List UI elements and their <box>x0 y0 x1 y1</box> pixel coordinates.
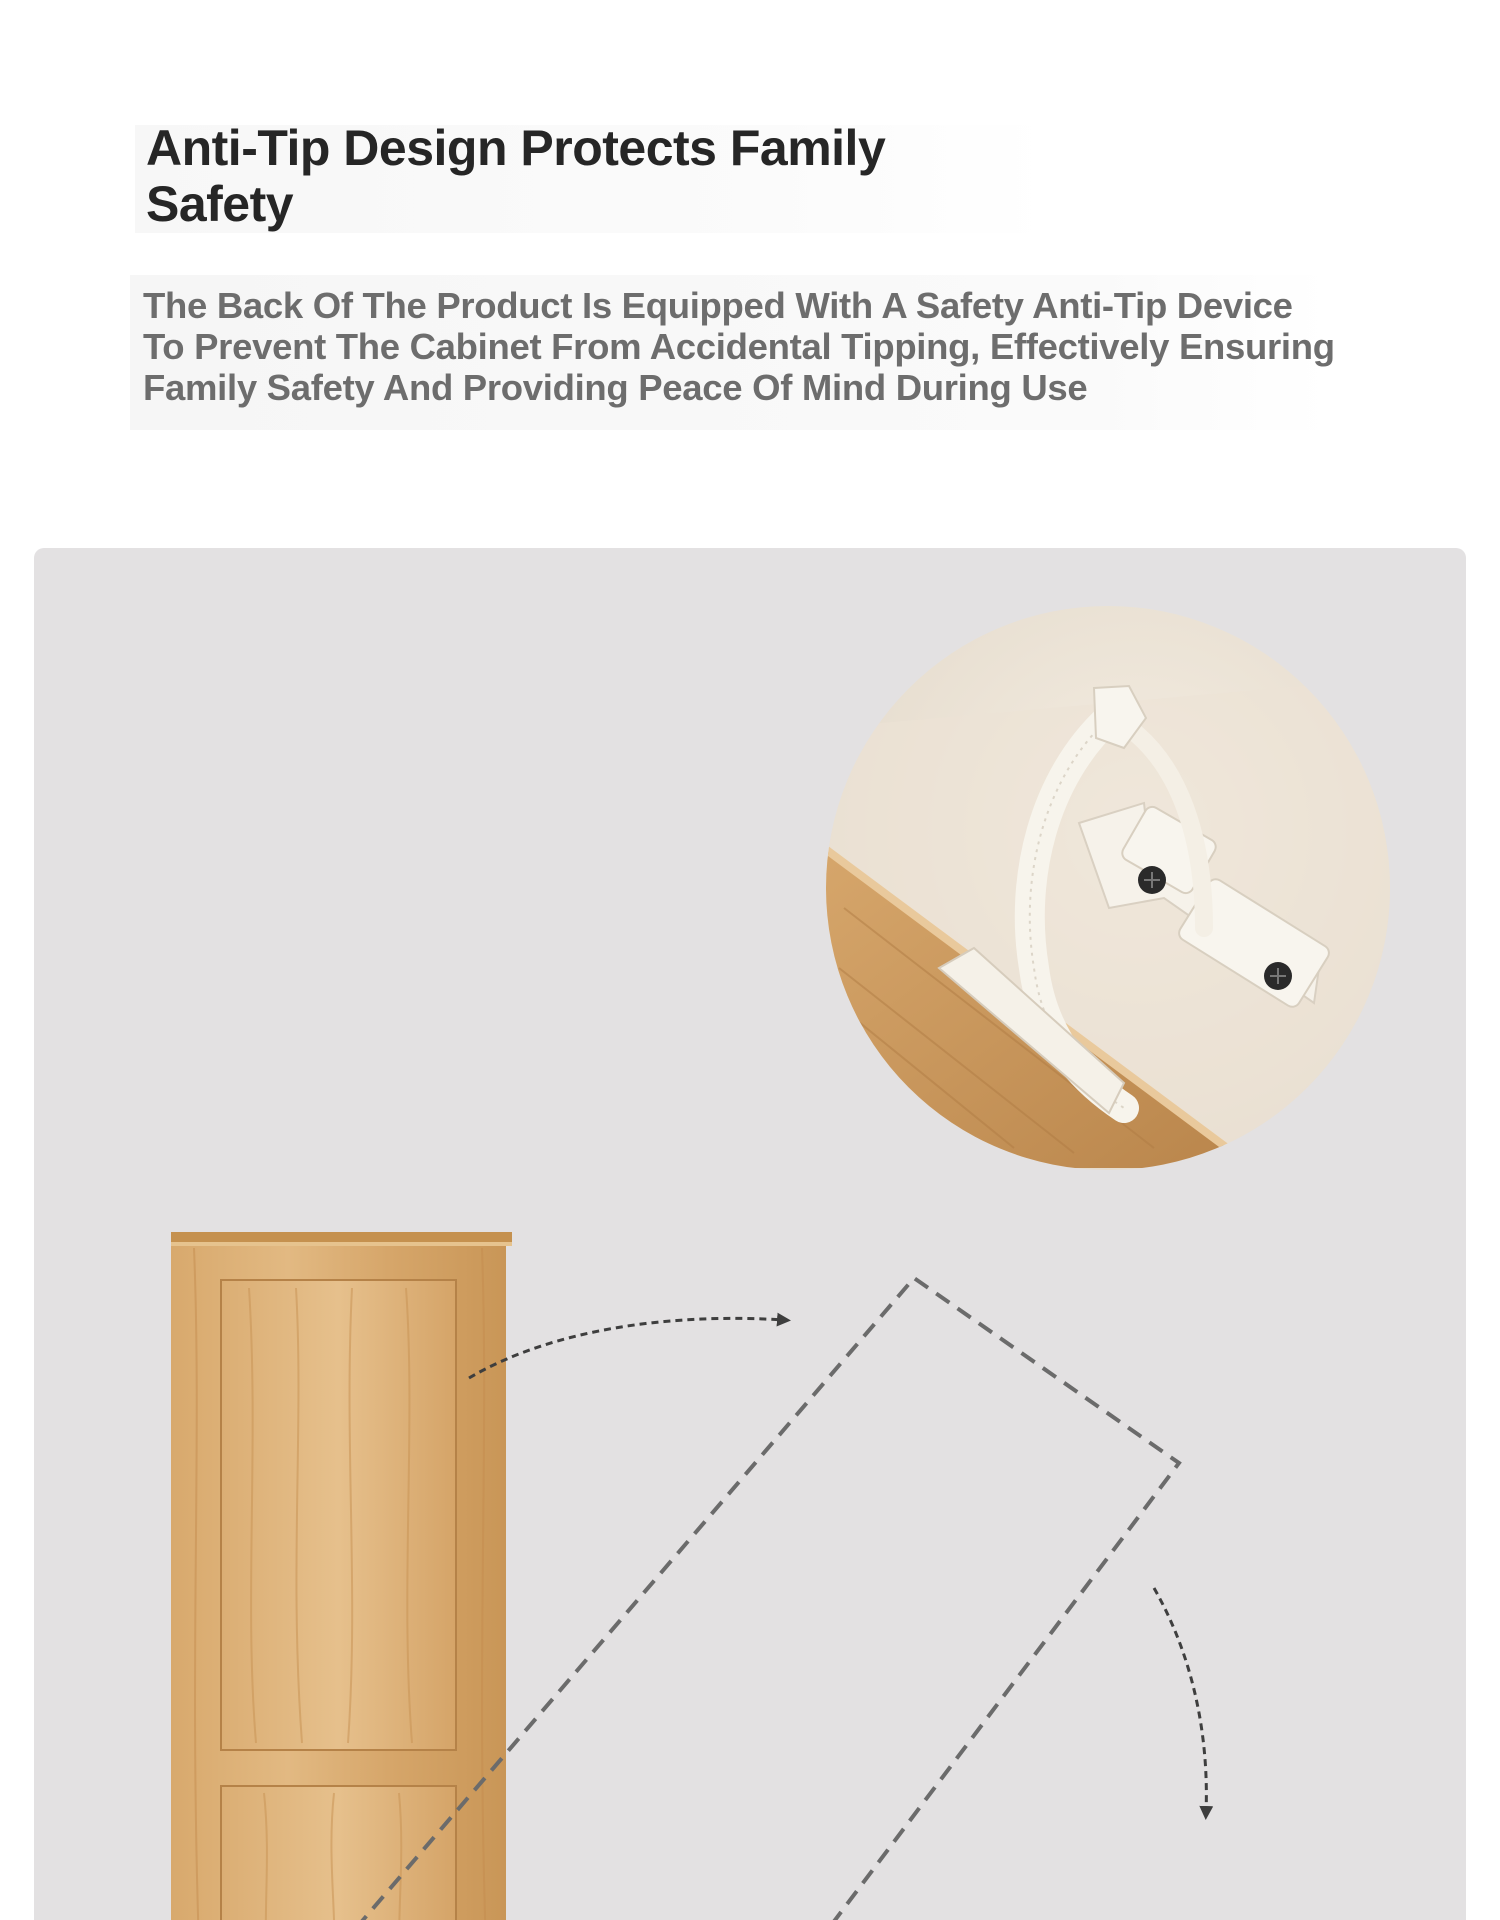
illustration-svg <box>34 548 1466 1920</box>
tip-arrow-side <box>1154 1588 1206 1813</box>
section-title: Anti-Tip Design Protects Family Safety <box>146 120 886 232</box>
tip-arrow-top <box>469 1318 784 1378</box>
cabinet <box>171 1232 512 1920</box>
section-description: The Back Of The Product Is Equipped With A Safety Anti-Tip Device To Prevent The Cabinet From Accidental Tipping, Effectively Ensuring Family Safety And Providing Peace Of Mind During Use <box>143 285 1335 408</box>
product-illustration <box>34 548 1466 1920</box>
anti-tip-closeup <box>824 603 1394 1173</box>
